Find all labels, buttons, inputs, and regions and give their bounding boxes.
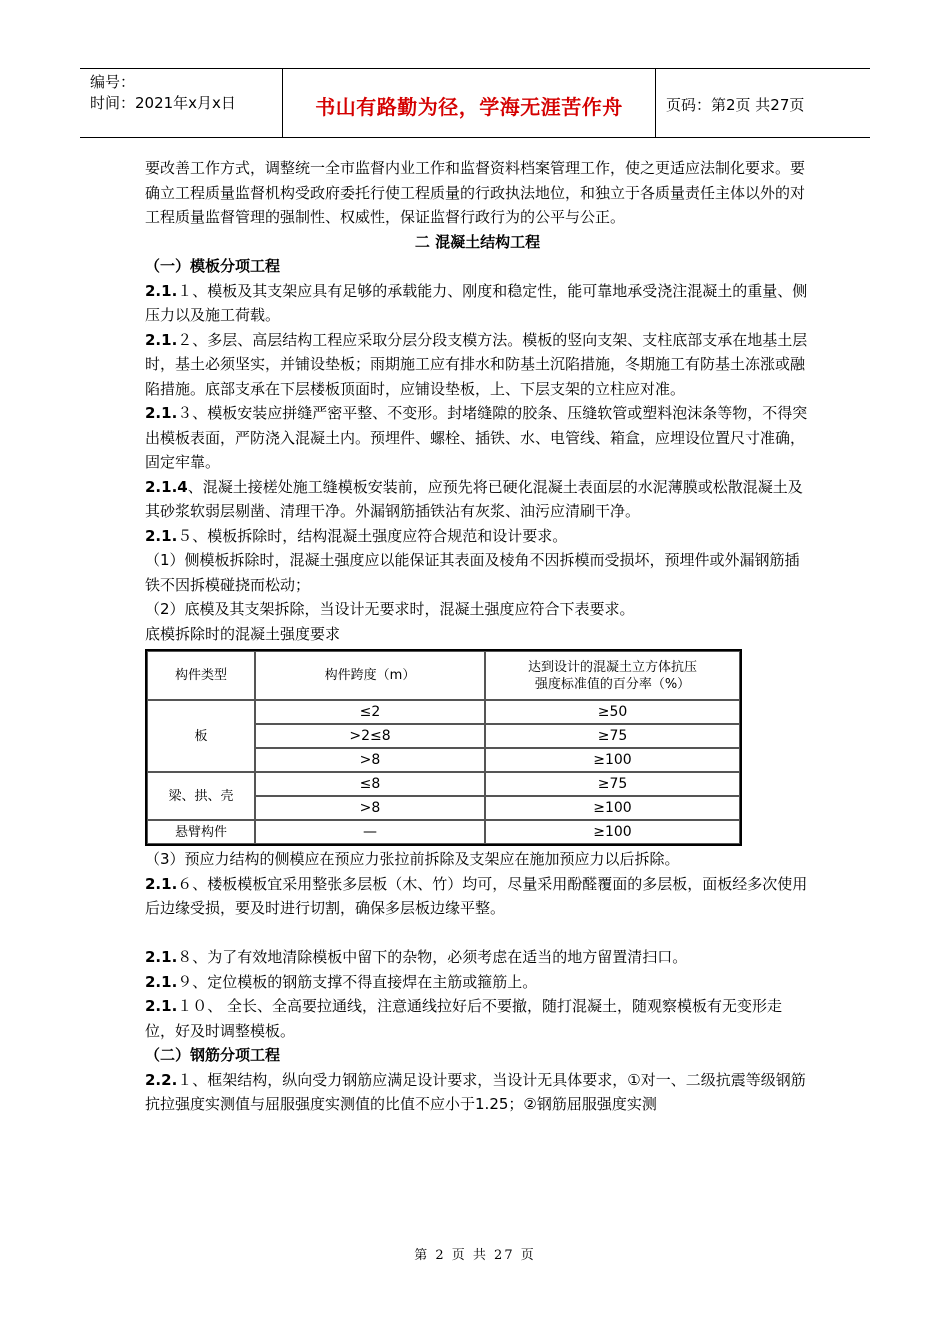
clause-number: 2.1. [145, 404, 178, 422]
table-row [147, 820, 740, 844]
header-motto: 书山有路勤为径，学海无涯苦作舟 [315, 95, 623, 119]
header-cell [485, 651, 740, 700]
header-cell: 构件类型 [147, 651, 255, 700]
clause-text: １、框架结构，纵向受力钢筋应满足设计要求，当设计无具体要求，①对一、二级抗震等级钢筋抗拉强度实测值与屈服强度实测值的比值不应小于1.25；②钢筋屈服强度实测 [145, 1070, 806, 1113]
note: （2）底模及其支架拆除，当设计无要求时，混凝土强度应符合下表要求。 [145, 600, 635, 618]
header-line: 强度标准值的百分率（%） [534, 676, 691, 692]
percent-cell: ≥100 [485, 796, 740, 820]
clause-text: ３、模板安装应拼缝严密平整、不变形。封堵缝隙的胶条、压缝软管或塑料泡沫条等物，不得突出模板表面，严防浇入混凝土内。预埋件、螺栓、插铁、水、电管线、箱盒，应埋设位置尺寸准确，固定牢靠。 [145, 404, 808, 471]
clause-number: 2.1. [145, 972, 178, 991]
note: （1）侧模板拆除时，混凝土强度应以能保证其表面及棱角不因拆模而受损坏，预埋件或外漏钢筋插铁不因拆模碰挠而松动； [145, 551, 800, 594]
page-header [80, 68, 870, 138]
section-title: 二 混凝土结构工程 [414, 232, 541, 251]
span-cell: ≤2 [255, 700, 485, 724]
clause-text: １、模板及其支架应具有足够的承载能力、刚度和稳定性，能可靠地承受浇注混凝土的重量、侧压力以及施工荷载。 [145, 281, 808, 324]
clause [145, 475, 810, 524]
date-line: 时间：2021年x月x日 [90, 94, 236, 112]
header-line: 达到设计的混凝土立方体抗压 [527, 659, 697, 675]
type-cell: 板 [147, 700, 255, 772]
clause-text: ９、定位模板的钢筋支撑不得直接焊在主筋或箍筋上。 [177, 972, 538, 991]
percent-cell: ≥75 [485, 772, 740, 796]
percent-cell: ≥100 [485, 820, 740, 844]
table-row [147, 700, 740, 724]
span-cell: >8 [255, 748, 485, 772]
clause-text: ２、多层、高层结构工程应采取分层分段支模方法。模板的竖向支架、支柱底部支承在地基土层时，基土必须坚实，并铺设垫板；雨期施工应有排水和防基土沉陷措施，冬期施工有防基土冻涨或融陷措施。底部支承在下层楼板顶面时，应铺设垫板，上、下层支架的立柱应对准。 [145, 330, 808, 398]
intro-paragraph: 要改善工作方式，调整统一全市监督内业工作和监督资料档案管理工作，使之更适应法制化要求。要确立工程质量监督机构受政府委托行使工程质量的行政执法地位，和独立于各质量责任主体以外的对工程质量监督管理的强制性、权威性，保证监督行政行为的公平与公正。 [145, 159, 806, 226]
page-footer: 第 2 页 共 27 页 [414, 1248, 536, 1263]
table-row [147, 772, 740, 796]
strength-table [145, 649, 742, 846]
type-cell: 悬臂构件 [147, 820, 255, 844]
clause [145, 328, 810, 402]
clause-number: 2.1. [145, 874, 178, 893]
span-cell: >2≤8 [255, 724, 485, 748]
clause [145, 524, 810, 549]
percent-cell: ≥100 [485, 748, 740, 772]
percent-cell: ≥50 [485, 700, 740, 724]
number-label: 编号： [90, 73, 136, 91]
header-divider [655, 69, 656, 137]
clause-text: ６、楼板模板宜采用整张多层板（木、竹）均可，尽量采用酚醛覆面的多层板，面板经多次使用后边缘受损，要及时进行切割，确保多层板边缘平整。 [145, 874, 808, 917]
percent-cell: ≥75 [485, 724, 740, 748]
clause [145, 994, 810, 1043]
header-cell: 构件跨度（m） [255, 651, 485, 700]
clause-number: 2.1. [145, 281, 178, 300]
table-caption: 底模拆除时的混凝土强度要求 [145, 624, 341, 643]
clause-number: 2.1. [145, 330, 178, 349]
header-meta [90, 72, 236, 114]
note: （3）预应力结构的侧模应在预应力张拉前拆除及支架应在施加预应力以后拆除。 [145, 850, 680, 868]
clause-number: 2.1.4 [145, 477, 188, 496]
header-page-info: 页码：第2页 共27页 [666, 96, 805, 114]
clause-text: １０、 全长、全高要拉通线，注意通线拉好后不要撤，随打混凝土，随观察模板有无变形走位，好及时调整模板。 [145, 997, 783, 1040]
clause [145, 401, 810, 475]
clause-text: 、混凝土接槎处施工缝模板安装前，应预先将已硬化混凝土表面层的水泥薄膜或松散混凝土及其砂浆软弱层剔凿、清理干净。外漏钢筋插铁沾有灰浆、油污应清刷干净。 [145, 477, 803, 520]
subsection-title: （一）模板分项工程 [145, 257, 281, 275]
clause [145, 872, 810, 921]
clause-number: 2.1. [145, 948, 178, 966]
clause [145, 1068, 810, 1117]
document-body [145, 156, 810, 1117]
clause-number: 2.1. [145, 997, 178, 1015]
type-cell: 梁、拱、壳 [147, 772, 255, 820]
clause [145, 279, 810, 328]
spacer [145, 921, 810, 946]
clause-number: 2.2. [145, 1070, 178, 1089]
span-cell: >8 [255, 796, 485, 820]
span-cell: ≤8 [255, 772, 485, 796]
clause-number: 2.1. [145, 526, 178, 545]
clause [145, 970, 810, 995]
clause-text: ５、模板拆除时，结构混凝土强度应符合规范和设计要求。 [177, 526, 568, 545]
clause-text: ８、为了有效地清除模板中留下的杂物，必须考虑在适当的地方留置清扫口。 [177, 948, 688, 966]
span-cell: — [255, 820, 485, 844]
clause [145, 945, 810, 970]
table-header-row [147, 651, 740, 700]
subsection-title: （二）钢筋分项工程 [145, 1046, 281, 1064]
